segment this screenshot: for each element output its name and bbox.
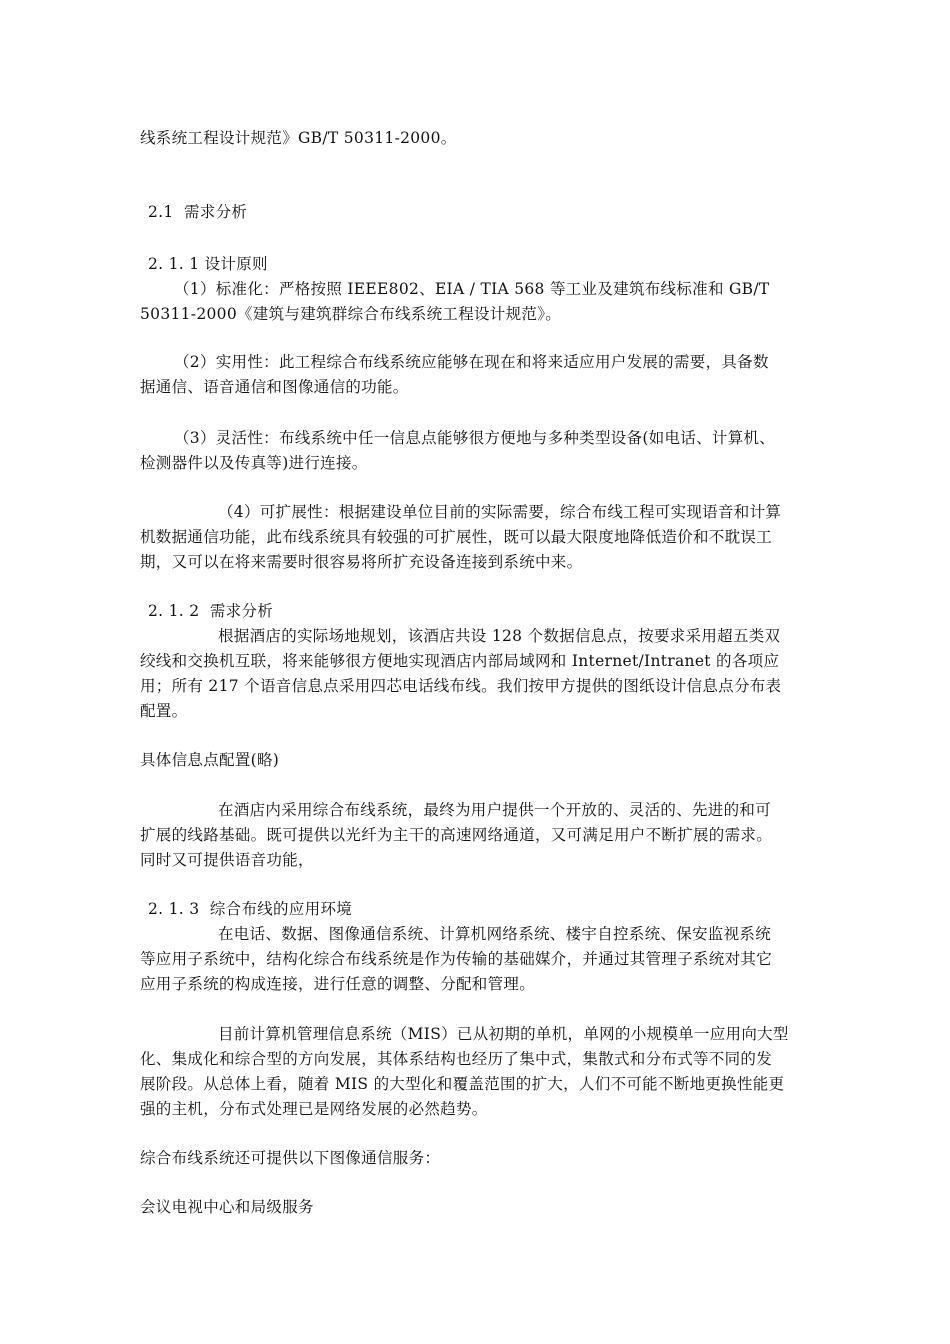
paragraph-line: 绞线和交换机互联，将来能够很方便地实现酒店内部局域网和 Internet/Intranet 的各项应 xyxy=(140,652,780,670)
paragraph-line: 期，又可以在将来需要时很容易将所扩充设备连接到系统中来。 xyxy=(140,553,583,571)
text-line: 线系统工程设计规范》GB/T 50311-2000。 xyxy=(140,129,457,147)
paragraph-line: 根据酒店的实际场地规划，该酒店共设 128 个数据信息点，按要求采用超五类双 xyxy=(218,627,781,645)
paragraph-line: 会议电视中心和局级服务 xyxy=(140,1198,314,1216)
paragraph-line: 目前计算机管理信息系统（MIS）已从初期的单机，单网的小规模单一应用向大型 xyxy=(218,1025,789,1043)
paragraph-line: 综合布线系统还可提供以下图像通信服务： xyxy=(140,1149,441,1167)
subsection-heading: 2. 1. 3 综合布线的应用环境 xyxy=(148,900,353,918)
section-heading: 2.1 需求分析 xyxy=(148,203,248,221)
paragraph-line: 用；所有 217 个语音信息点采用四芯电话线布线。我们按甲方提供的图纸设计信息点分布表 xyxy=(140,677,782,695)
paragraph-line: 在酒店内采用综合布线系统，最终为用户提供一个开放的、灵活的、先进的和可 xyxy=(218,801,772,819)
paragraph-line: （1）标准化：严格按照 IEEE802、EIA / TIA 568 等工业及建筑布线标准和 GB/T xyxy=(174,280,770,298)
paragraph-line: 等应用子系统中，结构化综合布线系统是作为传输的基础媒介，并通过其管理子系统对其它 xyxy=(140,950,773,968)
paragraph-line: 同时又可提供语音功能， xyxy=(140,851,314,869)
paragraph-line: （2）实用性：此工程综合布线系统应能够在现在和将来适应用户发展的需要，具备数 xyxy=(174,353,769,371)
paragraph-line: （4）可扩展性：根据建设单位目前的实际需要，综合布线工程可实现语音和计算 xyxy=(218,503,782,521)
paragraph-line: 化、集成化和综合型的方向发展，其体系结构也经历了集中式，集散式和分布式等不同的发 xyxy=(140,1050,773,1068)
paragraph-line: 配置。 xyxy=(140,702,188,720)
paragraph-line: 50311-2000《建筑与建筑群综合布线系统工程设计规范》。 xyxy=(140,305,562,323)
paragraph-line: 在电话、数据、图像通信系统、计算机网络系统、楼宇自控系统、保安监视系统 xyxy=(218,925,772,943)
paragraph-line: 检测器件以及传真等)进行连接。 xyxy=(140,454,368,472)
paragraph-line: 机数据通信功能，此布线系统具有较强的可扩展性，既可以最大限度地降低造价和不耽误工 xyxy=(140,528,773,546)
paragraph-line: （3）灵活性：布线系统中任一信息点能够很方便地与多种类型设备(如电话、计算机、 xyxy=(174,429,776,447)
subsection-heading: 2. 1. 2 需求分析 xyxy=(148,602,274,620)
paragraph-line: 展阶段。从总体上看，随着 MIS 的大型化和覆盖范围的扩大，人们不可能不断地更换性能更 xyxy=(140,1075,785,1093)
paragraph-line: 强的主机，分布式处理已是网络发展的必然趋势。 xyxy=(140,1100,488,1118)
paragraph-line: 具体信息点配置(略) xyxy=(140,751,280,769)
subsection-heading: 2. 1. 1 设计原则 xyxy=(148,255,268,273)
paragraph-line: 应用子系统的构成连接，进行任意的调整、分配和管理。 xyxy=(140,975,536,993)
paragraph-line: 据通信、语音通信和图像通信的功能。 xyxy=(140,378,409,396)
paragraph-line: 扩展的线路基础。既可提供以光纤为主干的高速网络通道，又可满足用户不断扩展的需求。 xyxy=(140,826,773,844)
